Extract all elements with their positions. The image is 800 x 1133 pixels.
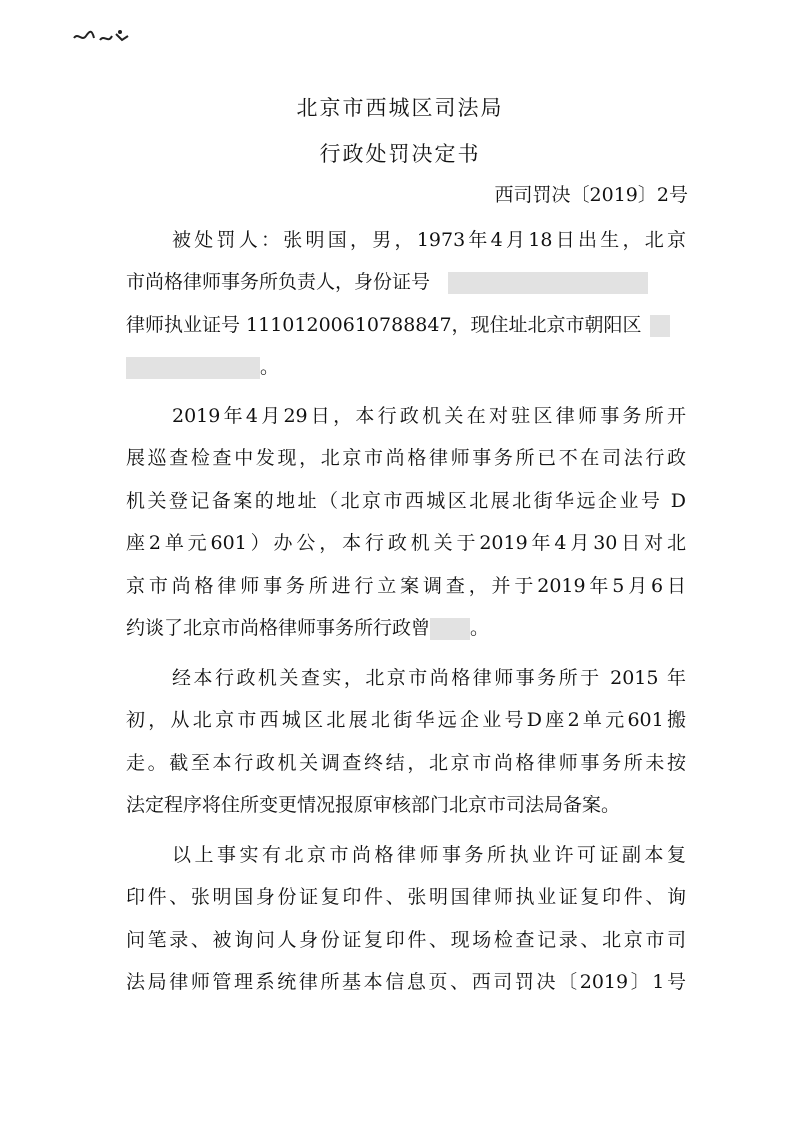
- paragraph-line: 初，从北京市西城区北展北街华远企业号D座2单元601搬: [126, 709, 686, 731]
- paragraph-line: 被处罚人：张明国，男，1973年4月18日出生，北京: [172, 229, 686, 251]
- paragraph-text: 市尚格律师事务所负责人，身份证号: [126, 271, 431, 293]
- document-title-line2: 行政处罚决定书: [319, 142, 481, 166]
- paragraph-line: 2019年4月29日，本行政机关在对驻区律师事务所开: [172, 405, 686, 427]
- paragraph-text: 。: [260, 356, 280, 378]
- paragraph-line: [126, 614, 686, 642]
- paragraph-line: 经本行政机关查实，北京市尚格律师事务所于 2015 年: [172, 667, 686, 689]
- paragraph-line: 以上事实有北京市尚格律师事务所执业许可证副本复: [172, 844, 686, 866]
- paragraph-line: [126, 268, 686, 296]
- paragraph-line: 法局律师管理系统律所基本信息页、西司罚决〔2019〕1号: [126, 971, 686, 993]
- paragraph-text: 律师执业证号 11101200610788847，现住址北京市朝阳区: [126, 314, 642, 336]
- redaction-block: [126, 357, 260, 379]
- paragraph-line: 展巡查检查中发现，北京市尚格律师事务所已不在司法行政: [126, 447, 686, 469]
- paragraph-line: [126, 353, 686, 381]
- paragraph-line: 走。截至本行政机关调查终结，北京市尚格律师事务所未按: [126, 752, 686, 774]
- redaction-block: [448, 272, 648, 294]
- paragraph-line: 法定程序将住所变更情况报原审核部门北京市司法局备案。: [126, 794, 621, 816]
- paragraph-line: 印件、张明国身份证复印件、张明国律师执业证复印件、询: [126, 886, 686, 908]
- redaction-block: [650, 315, 670, 337]
- handwritten-mark-icon: [72, 26, 132, 48]
- paragraph-line: 问笔录、被询问人身份证复印件、现场检查记录、北京市司: [126, 929, 686, 951]
- document-title-line1: 北京市西城区司法局: [296, 96, 504, 120]
- paragraph-line: 京市尚格律师事务所进行立案调查，并于2019年5月6日: [126, 575, 686, 597]
- paragraph-line: [126, 311, 686, 339]
- paragraph-text: 。: [470, 617, 490, 639]
- document-number: 西司罚决〔2019〕2号: [494, 184, 688, 206]
- paragraph-text: 约谈了北京市尚格律师事务所行政曾: [126, 617, 431, 639]
- paragraph-line: 机关登记备案的地址（北京市西城区北展北街华远企业号 D: [126, 490, 686, 512]
- redaction-block: [430, 618, 470, 640]
- paragraph-line: 座2单元601）办公，本行政机关于2019年4月30日对北: [126, 532, 686, 554]
